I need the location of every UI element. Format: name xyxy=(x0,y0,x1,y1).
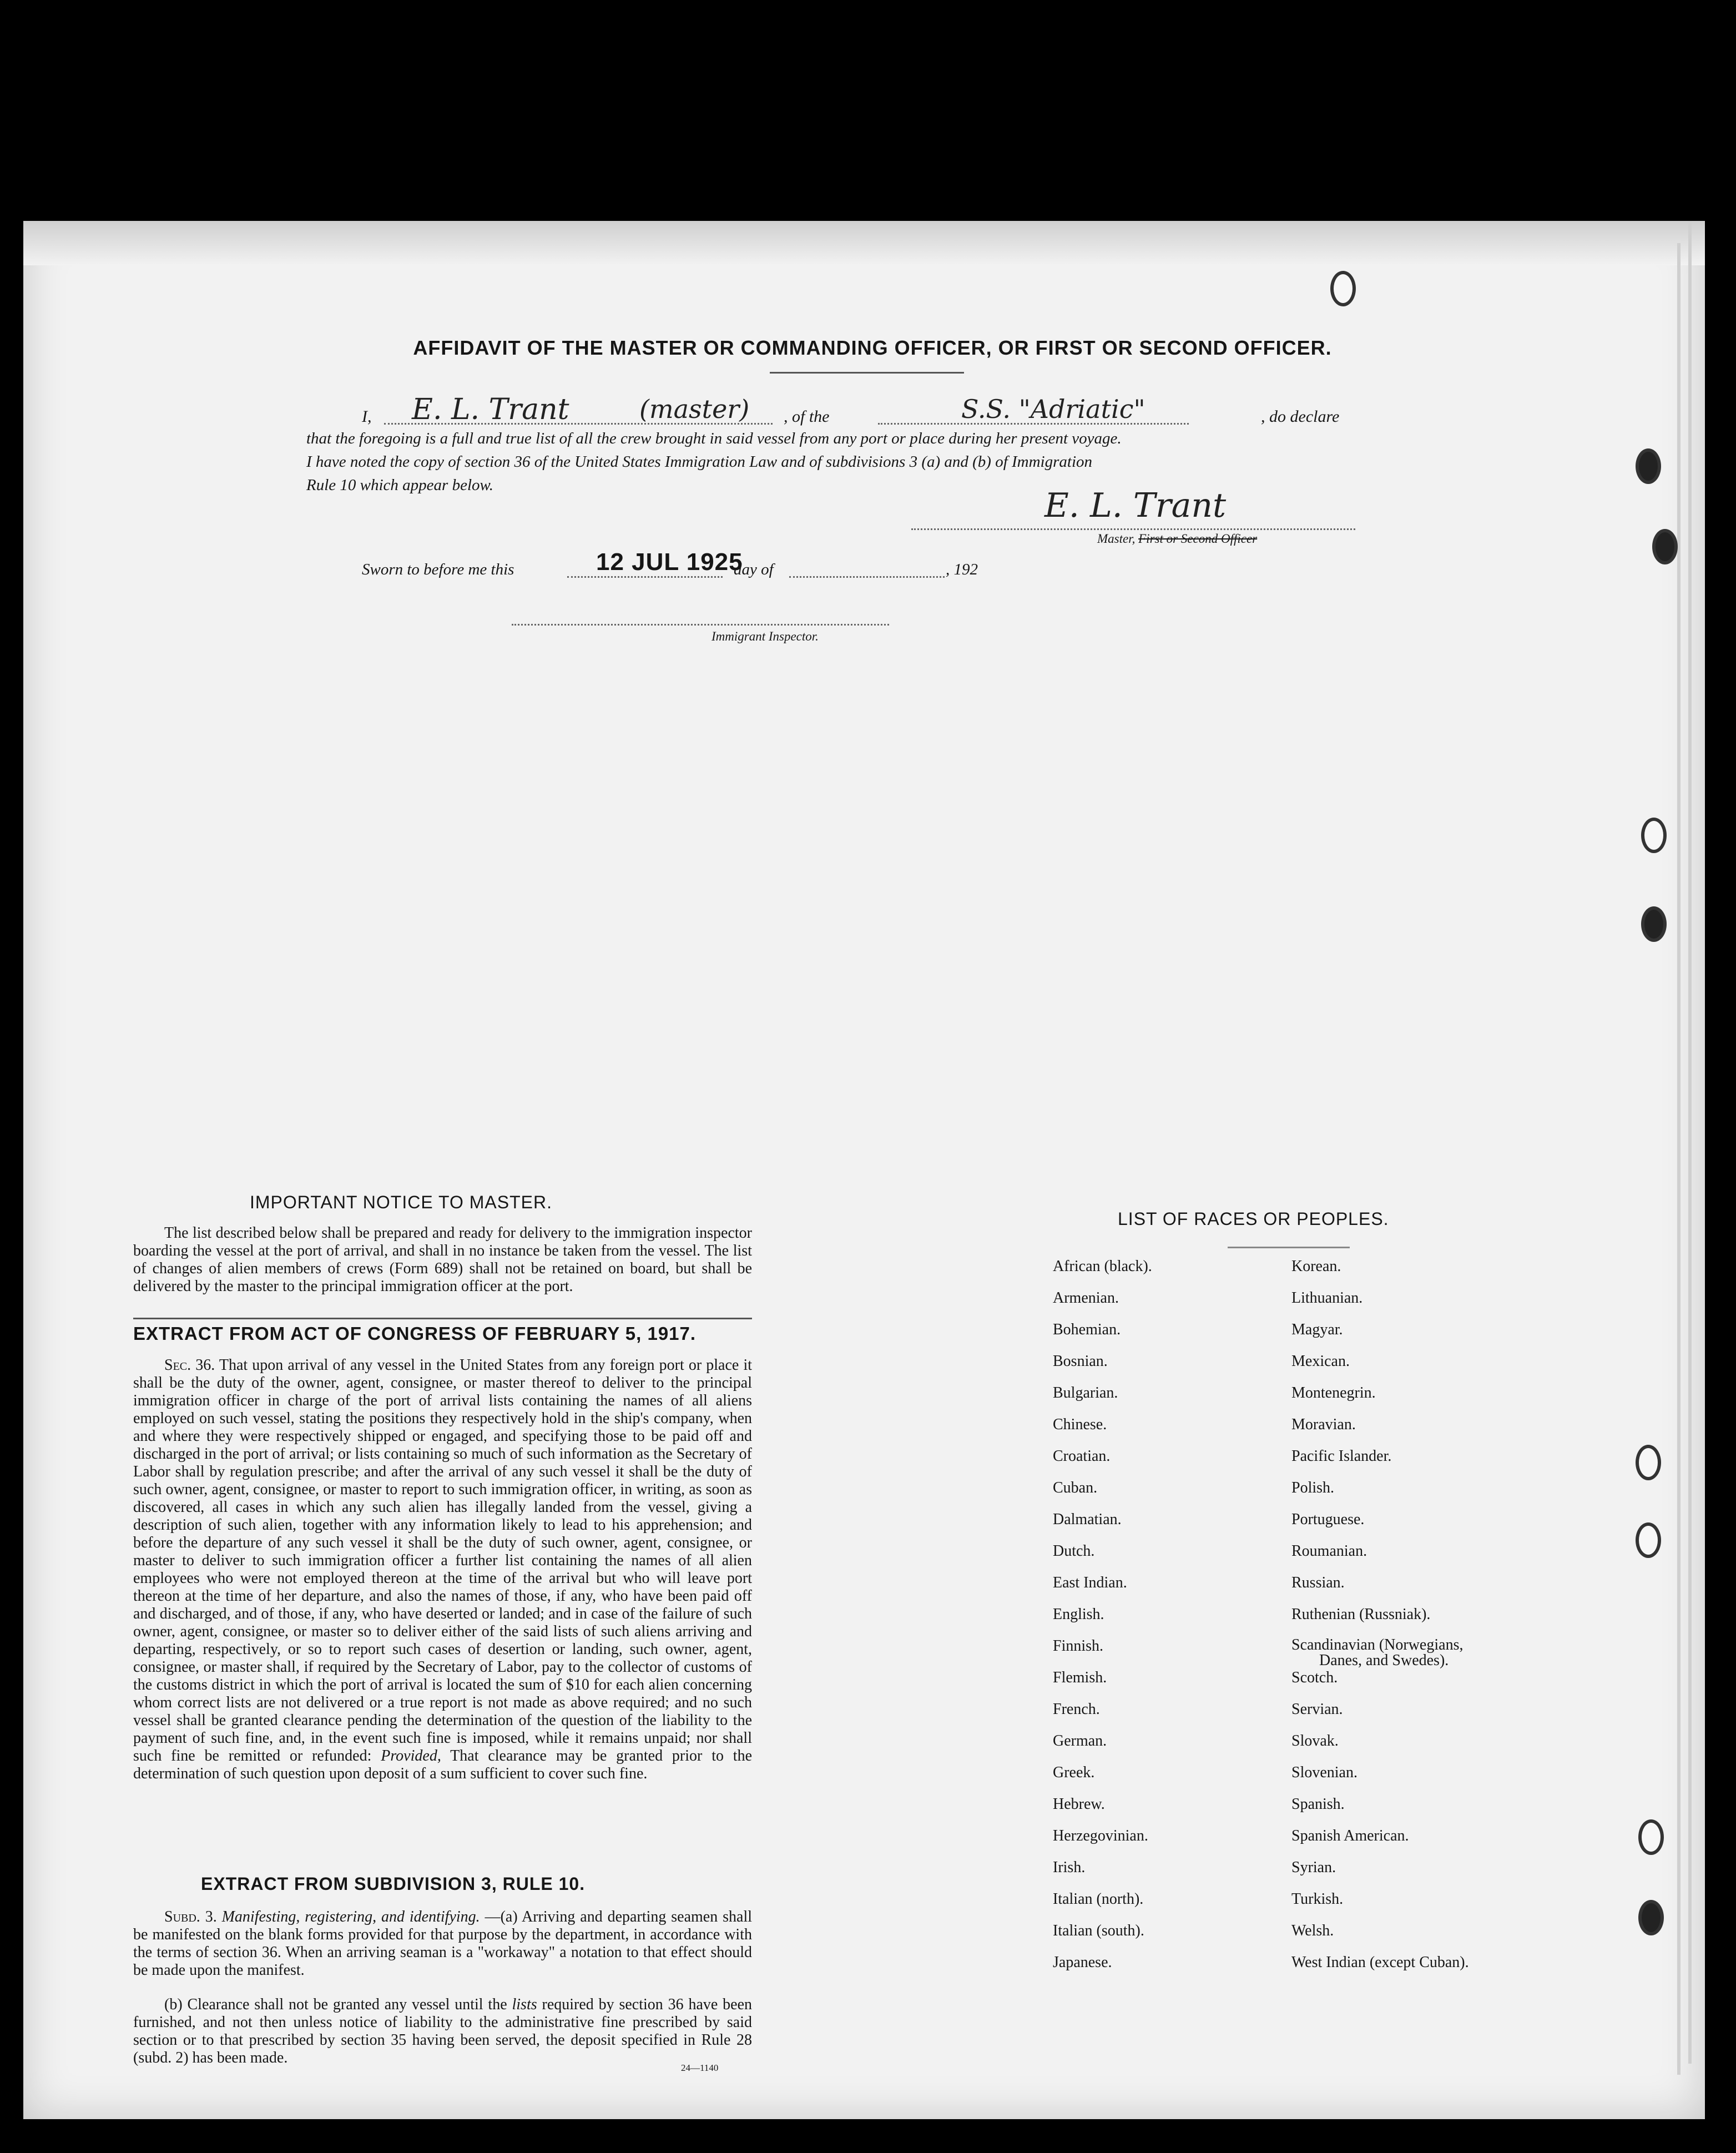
title-rule xyxy=(770,372,964,374)
rule-title: EXTRACT FROM SUBDIVISION 3, RULE 10. xyxy=(201,1874,586,1894)
binder-hole-icon xyxy=(1638,1819,1664,1855)
month-field xyxy=(789,576,945,578)
race-item-text: Scandinavian (Norwegians, xyxy=(1291,1636,1464,1653)
race-item: Greek. xyxy=(1053,1764,1095,1781)
race-item: Cuban. xyxy=(1053,1479,1098,1496)
binder-hole-icon xyxy=(1652,529,1678,564)
race-item: Scotch. xyxy=(1291,1669,1338,1686)
race-item: Mexican. xyxy=(1291,1353,1350,1370)
race-item: African (black). xyxy=(1053,1258,1152,1275)
rank-handwriting: (master) xyxy=(639,394,750,424)
race-item: Slovenian. xyxy=(1291,1764,1357,1781)
race-item: East Indian. xyxy=(1053,1574,1127,1591)
race-item: Finnish. xyxy=(1053,1637,1104,1655)
race-item: Herzegovinian. xyxy=(1053,1827,1148,1844)
race-item xyxy=(1291,1637,1569,1669)
subd-b-lists: lists xyxy=(512,1996,537,2013)
sec-36-text-end: That clearance may be granted prior to the determination of such question upon deposit of a sum sufficient to cover such fine. xyxy=(133,1747,753,1782)
race-item: Korean. xyxy=(1291,1258,1341,1275)
race-item: Moravian. xyxy=(1291,1416,1356,1433)
sworn-label: Sworn to before me this xyxy=(362,561,514,578)
rule-text-a xyxy=(133,1908,752,1979)
race-item: Portuguese. xyxy=(1291,1511,1365,1528)
race-item: Dutch. xyxy=(1053,1542,1095,1560)
race-item-continuation: Danes, and Swedes). xyxy=(1319,1652,1449,1669)
race-item: Montenegrin. xyxy=(1291,1384,1376,1401)
of-the-label: , of the xyxy=(784,407,830,426)
affidavit-line2: that the foregoing is a full and true list of all the crew brought in said vessel from any port or place during her present voyage. xyxy=(306,430,1122,447)
notice-rule xyxy=(133,1318,752,1319)
binder-hole-icon xyxy=(1636,1445,1661,1480)
binder-hole-icon xyxy=(1641,906,1667,942)
sworn-line xyxy=(362,548,1083,587)
race-item: French. xyxy=(1053,1701,1100,1718)
race-item: Russian. xyxy=(1291,1574,1345,1591)
race-item: Polish. xyxy=(1291,1479,1335,1496)
race-item: Bohemian. xyxy=(1053,1321,1121,1338)
page-top-shading xyxy=(23,221,1705,265)
race-item: Flemish. xyxy=(1053,1669,1107,1686)
race-item: Irish. xyxy=(1053,1859,1086,1876)
race-item: Armenian. xyxy=(1053,1289,1119,1307)
master-label: Master, xyxy=(1097,532,1136,546)
race-item: Japanese. xyxy=(1053,1954,1112,1971)
sec-36-text: That upon arrival of any vessel in the United States from any foreign port or place it shall be the duty of the owner, agent, consignee, or master thereof to deliver to the principal immigration officer in charge of the port of arrival lists containing the names of all aliens employed on such vessel, stating the positions they respectively hold in the ship's company, when and where they were respectively shipped or engaged, and specifying those to be paid off and discharged in the port of arrival; or lists containing so much of such information as the Secretary of Labor shall by regulation prescribe; and after the arrival of any such vessel it shall be the duty of such owner, agent, consignee, or master to report to such immigration officer, in writing, as soon as discovered, all cases in which any such alien has illegally landed from the vessel, giving a description of such alien, together with any information likely to lead to his apprehension; and before the departure of any such vessel it shall be the duty of such owner, agent, consignee, or master to deliver to such immigration officer a further list containing the names of all alien employees who were not employed thereon at the time of the arrival but who will leave port thereon at the time of her departure, and also the names of those, if any, who have been paid off and discharged, and of those, if any, who have deserted or landed; and in case of the failure of such owner, agent, consignee, or master so to deliver either of the said lists of such aliens arriving and departing, respectively, or so to report such cases of desertion or landing, such owner, agent, consignee, or master shall, if required by the Secretary of Labor, pay to the collector of customs of the customs district in which the port of arrival is located the sum of $10 for each alien concerning whom correct lists are not delivered or a true report is not made as above required; and no such vessel shall be granted clearance pending the determination of the question of the liability to the payment of such fine, and, in the event such fine is imposed, while it remains unpaid; nor shall such fine be remitted or refunded: xyxy=(133,1357,752,1764)
race-item: Italian (north). xyxy=(1053,1890,1144,1908)
year-label: , 192 xyxy=(946,561,978,578)
subd-a-text: —(a) Arriving and departing seamen shall be manifested on the blank forms provided for that purpose by the department, in accordance with the terms of section 36. When an arriving seaman is a "workaway" a notation to that effect should be made upon the manifest. xyxy=(133,1908,753,1979)
affidavit-line4: Rule 10 which appear below. xyxy=(306,476,493,494)
vessel-handwriting: S.S. "Adriatic" xyxy=(961,394,1145,424)
race-item: Turkish. xyxy=(1291,1890,1344,1908)
subd-label: Subd. 3. xyxy=(164,1908,217,1925)
signature-caption xyxy=(1097,532,1257,546)
provided-label: Provided, xyxy=(381,1747,441,1764)
race-item: Croatian. xyxy=(1053,1448,1111,1465)
race-item: Hebrew. xyxy=(1053,1796,1105,1813)
affidavit-line3: I have noted the copy of section 36 of the United States Immigration Law and of subdivisions 3 (a) and (b) of Immigration xyxy=(306,453,1093,471)
struck-label: First or Second Officer xyxy=(1138,532,1258,546)
act-title: EXTRACT FROM ACT OF CONGRESS OF FEBRUARY 5, 1917. xyxy=(133,1323,697,1344)
notice-text: The list described below shall be prepared and ready for delivery to the immigration inspector boarding the vessel at the port of arrival, and shall in no instance be taken from the vessel. The list of changes of alien members of crews (Form 689) shall not be retained on board, but shall be delivered by the master to the principal immigration officer at the port. xyxy=(133,1224,752,1295)
do-declare-label: , do declare xyxy=(1261,407,1340,426)
i-label: I, xyxy=(362,407,372,426)
signature-line xyxy=(911,528,1355,530)
race-item: German. xyxy=(1053,1732,1107,1749)
sec-label: Sec. 36. xyxy=(164,1357,215,1374)
form-number: 24—1140 xyxy=(681,2063,719,2073)
race-item: Dalmatian. xyxy=(1053,1511,1122,1528)
race-item: Magyar. xyxy=(1291,1321,1343,1338)
binder-hole-icon xyxy=(1641,818,1667,853)
race-item: English. xyxy=(1053,1606,1104,1623)
binder-hole-icon xyxy=(1636,448,1661,484)
races-left-column xyxy=(1053,1258,1275,1985)
day-of-label: day of xyxy=(734,561,774,578)
subd-b-start: (b) Clearance shall not be granted any vessel until the xyxy=(164,1996,507,2013)
inspector-line xyxy=(512,624,889,626)
binder-hole-icon xyxy=(1330,271,1356,306)
race-item: Servian. xyxy=(1291,1701,1343,1718)
master-signature: E. L. Trant xyxy=(1044,486,1227,525)
race-item: Syrian. xyxy=(1291,1859,1336,1876)
binder-hole-icon xyxy=(1638,1900,1664,1935)
sheet-edge xyxy=(1688,221,1692,2064)
race-item: Bosnian. xyxy=(1053,1353,1108,1370)
sheet-edge xyxy=(1677,243,1681,2075)
race-item: Spanish. xyxy=(1291,1796,1345,1813)
sworn-day-field xyxy=(567,576,723,578)
subd-b-end: required by section 36 have been furnished, and not then unless notice of liability to the administrative fine prescribed by said section or to that prescribed by section 35 having been served, the deposit specified in Rule 28 (subd. 2) has been made. xyxy=(133,1996,753,2066)
races-right-column xyxy=(1291,1258,1569,1985)
document-page xyxy=(23,221,1705,2119)
date-stamp: 12 JUL 1925 xyxy=(596,548,743,576)
race-item: Pacific Islander. xyxy=(1291,1448,1392,1465)
race-item: Welsh. xyxy=(1291,1922,1334,1939)
race-item: Italian (south). xyxy=(1053,1922,1144,1939)
races-title: LIST OF RACES OR PEOPLES. xyxy=(1118,1209,1389,1229)
inspector-label: Immigrant Inspector. xyxy=(711,629,819,643)
race-item: Ruthenian (Russniak). xyxy=(1291,1606,1431,1623)
race-item: Bulgarian. xyxy=(1053,1384,1118,1401)
affidavit-title: AFFIDAVIT OF THE MASTER OR COMMANDING OFFICER, OR FIRST OR SECOND OFFICER. xyxy=(413,336,1332,359)
race-item: Roumanian. xyxy=(1291,1542,1367,1560)
subd-heading: Manifesting, registering, and identifying. xyxy=(221,1908,480,1925)
rule-text-b xyxy=(133,1996,752,2067)
binder-hole-icon xyxy=(1636,1522,1661,1558)
race-item: Chinese. xyxy=(1053,1416,1107,1433)
race-item: Lithuanian. xyxy=(1291,1289,1363,1307)
name-handwriting: E. L. Trant xyxy=(412,393,569,426)
races-rule xyxy=(1228,1247,1350,1248)
race-item: Slovak. xyxy=(1291,1732,1339,1749)
act-text xyxy=(133,1357,752,1783)
race-item: West Indian (except Cuban). xyxy=(1291,1954,1469,1971)
race-item: Spanish American. xyxy=(1291,1827,1409,1844)
notice-title: IMPORTANT NOTICE TO MASTER. xyxy=(250,1192,552,1212)
